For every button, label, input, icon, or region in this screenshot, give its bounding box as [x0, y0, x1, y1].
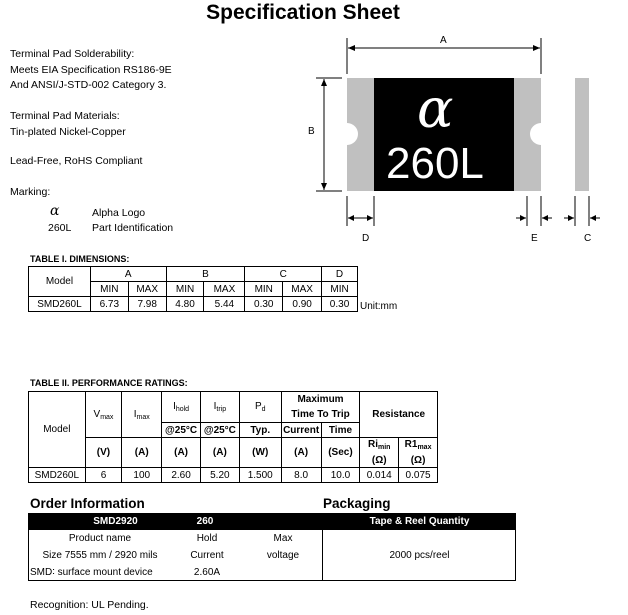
marking-alpha-symbol: α	[50, 203, 60, 219]
perf-cond: @25°C	[200, 423, 239, 438]
dim-subheader: MIN	[245, 282, 283, 297]
perf-value: 5.20	[200, 468, 239, 483]
order-cell	[244, 564, 322, 581]
perf-cond: Typ.	[239, 423, 281, 438]
perf-value: 2.60	[162, 468, 201, 483]
dimensions-caption: TABLE I. DIMENSIONS:	[30, 254, 130, 264]
table-row	[29, 468, 438, 483]
dim-value: 5.44	[204, 297, 245, 312]
performance-caption: TABLE II. PERFORMANCE RATINGS:	[30, 378, 188, 388]
order-cell: voltage	[266, 550, 300, 561]
dimension-a-label: A	[440, 35, 447, 46]
dim-value: 4.80	[166, 297, 204, 312]
dim-value: 7.98	[128, 297, 166, 312]
perf-pd-header: $P_d$	[239, 392, 281, 423]
dimensions-table	[28, 266, 358, 312]
page-title: Specification Sheet	[206, 1, 400, 24]
dimension-d-label: D	[362, 233, 370, 244]
solderability-block	[10, 47, 172, 94]
dim-subheader: MIN	[166, 282, 204, 297]
side-view	[575, 78, 589, 191]
dimension-c-label: C	[584, 233, 592, 244]
dim-value: 6.73	[90, 297, 128, 312]
order-bar-product: SMD2920	[93, 516, 138, 527]
perf-unit: (Sec)	[321, 438, 360, 468]
recognition-text: Recognition: UL Pending.	[30, 599, 149, 611]
order-cell: Current	[190, 550, 224, 561]
order-cell: Size 7555 mm / 2920 mils	[42, 550, 158, 561]
dim-subheader: MAX	[283, 282, 322, 297]
perf-value: 0.075	[399, 468, 438, 483]
order-heading: Order Information	[30, 496, 145, 511]
perf-resistance-header: Resistance	[360, 392, 438, 438]
dim-group-d: D	[322, 267, 358, 282]
leadfree-text: Lead-Free, RoHS Compliant	[10, 155, 143, 167]
perf-unit: (V)	[85, 438, 122, 468]
dimension-e-label: E	[531, 233, 538, 244]
component-diagram	[300, 30, 628, 250]
perf-model: SMD260L	[29, 468, 86, 483]
perf-unit: (A)	[281, 438, 321, 468]
table-row	[30, 547, 322, 564]
perf-sub-current: Current	[283, 424, 320, 436]
perf-value: 0.014	[360, 468, 399, 483]
perf-ihold-header: $I_{hold}$	[162, 392, 201, 423]
perf-time-header: Maximum Time To Trip	[281, 392, 360, 423]
dim-model: SMD260L	[29, 297, 91, 312]
dim-model-header: Model	[29, 267, 91, 297]
order-cell: 2.60A	[193, 567, 221, 578]
solderability-line: Meets EIA Specification RS186-9E	[10, 63, 172, 76]
marking-part-desc: Part Identification	[92, 222, 174, 234]
order-bar-code: 260	[196, 516, 214, 527]
perf-vmax-header: $V_{max}$	[85, 392, 122, 438]
order-cell: Max	[273, 533, 293, 544]
dim-group-b: B	[166, 267, 245, 282]
perf-unit: (W)	[239, 438, 281, 468]
dim-value: 0.30	[245, 297, 283, 312]
perf-unit: (A)	[200, 438, 239, 468]
perf-unit: (A)	[122, 438, 162, 468]
dim-value: 0.30	[322, 297, 358, 312]
order-table	[30, 530, 322, 581]
table-row	[30, 564, 322, 581]
perf-cond: @25°C	[162, 423, 201, 438]
materials-line: Tin-plated Nickel-Copper	[10, 125, 126, 138]
dim-subheader: MAX	[204, 282, 245, 297]
order-cell: Product name	[68, 533, 132, 544]
dim-subheader: MAX	[128, 282, 166, 297]
marking-alpha-desc: Alpha Logo	[92, 207, 146, 219]
table-row	[29, 297, 358, 312]
materials-block	[10, 109, 126, 140]
perf-itrip-header: $I_{trip}$	[200, 392, 239, 423]
perf-imax-header: $I_{max}$	[122, 392, 162, 438]
perf-value: 10.0	[321, 468, 360, 483]
perf-rimin-header: $Ri_{min}$ (Ω)	[360, 438, 399, 468]
dim-subheader: MIN	[322, 282, 358, 297]
perf-value: 100	[122, 468, 162, 483]
dim-subheader: MIN	[90, 282, 128, 297]
dimensions-unit: Unit:mm	[360, 301, 398, 312]
table-row	[30, 530, 322, 547]
perf-unit: (A)	[162, 438, 201, 468]
perf-value: 6	[85, 468, 122, 483]
dimension-b-label: B	[308, 126, 315, 137]
perf-r1max-header: $R1_{max}$ (Ω)	[399, 438, 438, 468]
marking-part-symbol: 260L	[48, 222, 72, 234]
dim-group-a: A	[90, 267, 166, 282]
dim-value: 0.90	[283, 297, 322, 312]
solderability-line: Terminal Pad Solderability:	[10, 48, 135, 60]
solderability-line: And ANSI/J-STD-002 Category 3.	[10, 79, 167, 91]
performance-table	[28, 391, 438, 483]
order-cell: Hold	[196, 533, 218, 544]
perf-value: 1.500	[239, 468, 281, 483]
perf-value: 8.0	[281, 468, 321, 483]
marking-label: Marking:	[10, 186, 51, 198]
materials-line: Terminal Pad Materials:	[10, 110, 120, 122]
dim-group-c: C	[245, 267, 322, 282]
chip-alpha-logo: α	[417, 77, 454, 140]
chip-part-id: 260L	[386, 139, 484, 188]
packaging-quantity: 2000 pcs/reel	[389, 550, 450, 561]
order-bar-packaging: Tape & Reel Quantity	[369, 516, 470, 527]
perf-sub-time: Time	[321, 423, 360, 438]
perf-model-header: Model	[29, 392, 86, 468]
order-cell: SMD∶ surface mount device	[30, 567, 153, 578]
packaging-heading: Packaging	[323, 496, 391, 511]
